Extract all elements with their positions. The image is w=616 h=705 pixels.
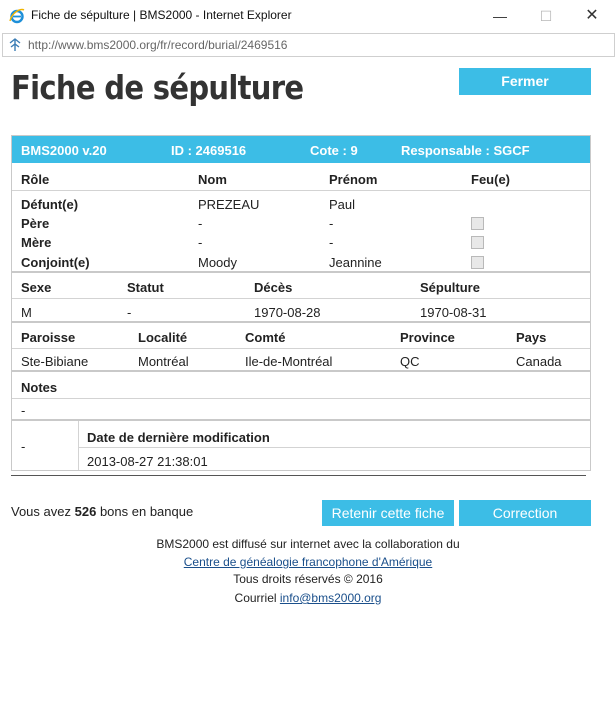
page-icon: [7, 37, 23, 53]
feu-checkbox-pere[interactable]: [471, 217, 484, 230]
person-role: Défunt(e): [21, 197, 79, 212]
divider: [12, 398, 590, 399]
close-window-button[interactable]: [570, 4, 614, 28]
bottom-separator: [11, 475, 586, 476]
person-prenom: Paul: [329, 197, 356, 212]
deces-date: 1970-08-28: [254, 305, 321, 320]
section-divider: [12, 271, 590, 273]
maximize-icon: ☐: [539, 8, 553, 24]
header-sepulture: Sépulture: [420, 280, 480, 295]
person-prenom: -: [329, 216, 334, 231]
header-deces: Décès: [254, 280, 293, 295]
header-sexe: Sexe: [21, 280, 52, 295]
person-nom: -: [198, 235, 203, 250]
bank-balance: [11, 504, 193, 519]
modification-header: Date de dernière modification: [87, 430, 270, 445]
person-role: Père: [21, 216, 50, 231]
section-divider: [12, 321, 590, 323]
notes-header: Notes: [21, 380, 58, 395]
correction-button[interactable]: Correction: [459, 500, 591, 526]
localite-value: Montréal: [138, 354, 189, 369]
statut-value: -: [127, 305, 132, 320]
close-icon: ✕: [585, 7, 599, 24]
divider: [79, 447, 590, 448]
footer-link-row: [0, 555, 616, 569]
modification-date: 2013-08-27 21:38:01: [87, 454, 208, 469]
divider: [12, 190, 590, 191]
record-card: [11, 135, 591, 471]
minimize-button[interactable]: [478, 4, 522, 28]
sexe-value: M: [21, 305, 32, 320]
header-pays: Pays: [516, 330, 547, 345]
pays-value: Canada: [516, 354, 562, 369]
page-title: Fiche de sépulture: [11, 68, 304, 107]
record-id: ID : 2469516: [171, 143, 247, 158]
responsable-label: Responsable : SGCF: [401, 143, 530, 158]
notes-value: -: [21, 403, 26, 418]
header-prenom: Prénom: [329, 172, 378, 187]
version-label: BMS2000 v.20: [21, 143, 107, 158]
maximize-button[interactable]: [524, 4, 568, 28]
feu-checkbox-conjoint[interactable]: [471, 256, 484, 269]
header-feu: Feu(e): [471, 172, 510, 187]
minimize-icon: —: [493, 8, 507, 24]
header-localite: Localité: [138, 330, 188, 345]
ie-icon: [9, 8, 25, 24]
footer-contact: [0, 591, 616, 605]
header-comte: Comté: [245, 330, 286, 345]
header-province: Province: [400, 330, 455, 345]
section-divider: [12, 419, 590, 421]
cote-label: Cote : 9: [310, 143, 358, 158]
person-role: Mère: [21, 235, 52, 250]
page-content: [0, 57, 616, 705]
footer-credit: BMS2000 est diffusé sur internet avec la collaboration du: [156, 537, 460, 551]
person-nom: PREZEAU: [198, 197, 260, 212]
person-nom: Moody: [198, 255, 238, 270]
divider: [12, 298, 590, 299]
bank-suffix: bons en banque: [99, 504, 194, 519]
header-statut: Statut: [127, 280, 164, 295]
partner-link[interactable]: Centre de généalogie francophone d'Amérique: [183, 555, 433, 569]
sepulture-date: 1970-08-31: [420, 305, 487, 320]
bank-count: 526: [74, 504, 97, 519]
person-nom: -: [198, 216, 203, 231]
person-prenom: -: [329, 235, 334, 250]
modification-left-value: -: [21, 439, 26, 454]
keep-record-button[interactable]: Retenir cette fiche: [322, 500, 454, 526]
header-role: Rôle: [21, 172, 50, 187]
province-value: QC: [400, 354, 420, 369]
header-paroisse: Paroisse: [21, 330, 76, 345]
column-divider: [78, 421, 79, 470]
contact-label: Courriel: [234, 591, 277, 605]
record-header-bar: [12, 136, 590, 163]
divider: [12, 348, 590, 349]
feu-checkbox-mere[interactable]: [471, 236, 484, 249]
address-bar[interactable]: [2, 33, 615, 57]
comte-value: Ile-de-Montréal: [245, 354, 333, 369]
window-titlebar: [0, 0, 616, 32]
person-prenom: Jeannine: [329, 255, 382, 270]
person-role: Conjoint(e): [21, 255, 90, 270]
close-button[interactable]: Fermer: [459, 68, 591, 95]
url-text[interactable]: http://www.bms2000.org/fr/record/burial/2469516: [28, 38, 288, 52]
window-title: Fiche de sépulture | BMS2000 - Internet Explorer: [31, 8, 292, 22]
header-nom: Nom: [198, 172, 227, 187]
section-divider: [12, 370, 590, 372]
bank-prefix: Vous avez: [11, 504, 71, 519]
footer-copyright: Tous droits réservés © 2016: [233, 572, 383, 586]
paroisse-value: Ste-Bibiane: [21, 354, 89, 369]
contact-email-link[interactable]: info@bms2000.org: [279, 591, 382, 605]
